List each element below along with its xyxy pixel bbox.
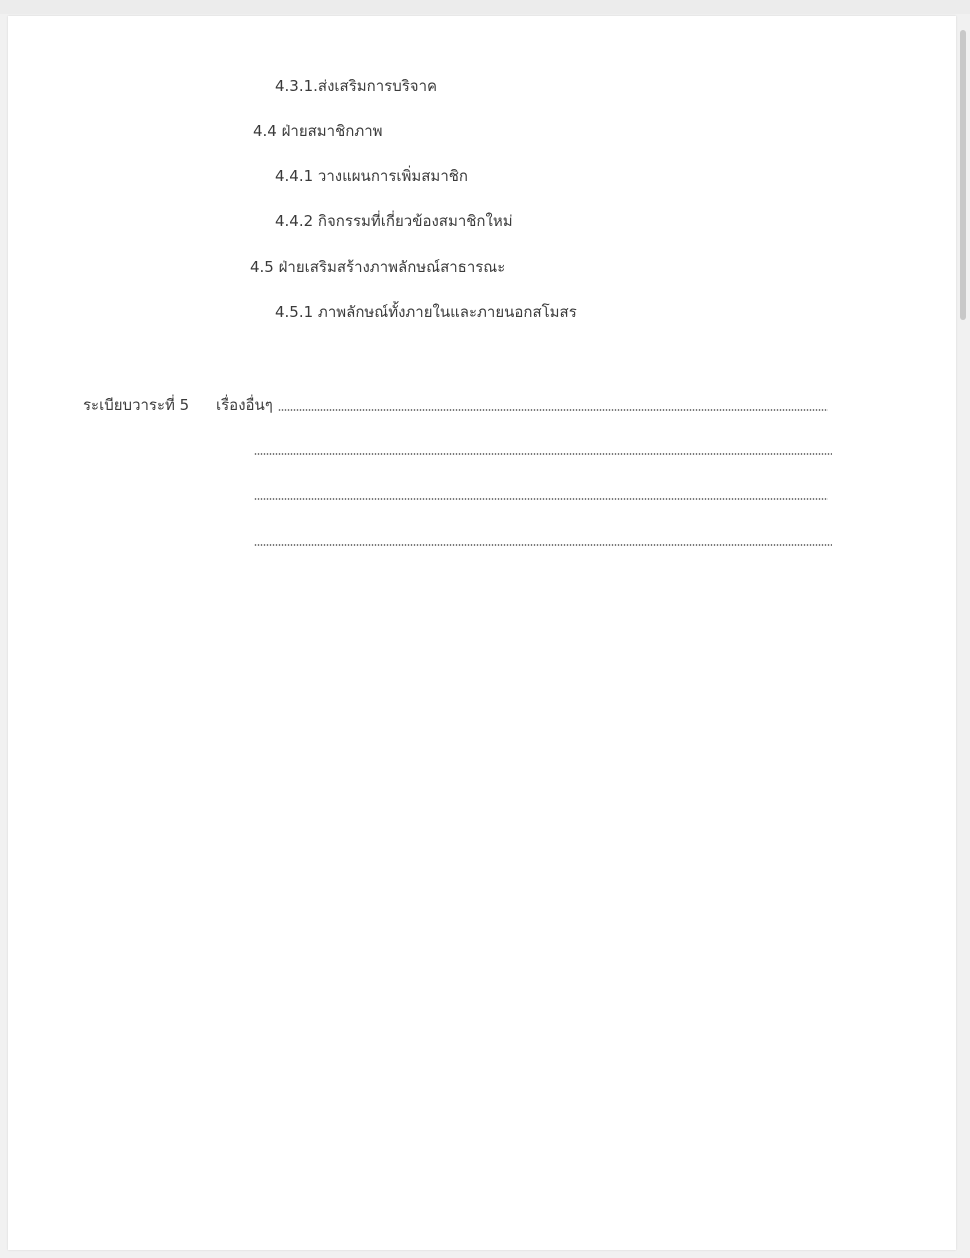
agenda-5-label: ระเบียบวาระที่ 5 — [83, 396, 190, 414]
fill-in-dotted-line — [254, 498, 828, 500]
vertical-scrollbar[interactable] — [956, 0, 970, 1258]
fill-in-dotted-line — [278, 409, 828, 411]
outline-item-4-5: 4.5 ฝ่ายเสริมสร้างภาพลักษณ์สาธารณะ — [250, 258, 506, 276]
viewer-top-bar — [0, 0, 970, 14]
scrollbar-thumb[interactable] — [960, 30, 966, 320]
document-page — [8, 16, 956, 1250]
fill-in-dotted-line — [254, 544, 832, 546]
outline-item-4-4: 4.4 ฝ่ายสมาชิกภาพ — [253, 122, 383, 140]
outline-item-4-4-2: 4.4.2 กิจกรรมที่เกี่ยวข้องสมาชิกใหม่ — [275, 212, 513, 230]
fill-in-dotted-line — [254, 453, 832, 455]
agenda-5-title: เรื่องอื่นๆ — [216, 396, 273, 414]
outline-item-4-4-1: 4.4.1 วางแผนการเพิ่มสมาชิก — [275, 167, 469, 185]
outline-item-4-5-1: 4.5.1 ภาพลักษณ์ทั้งภายในและภายนอกสโมสร — [275, 303, 577, 321]
outline-item-4-3-1: 4.3.1.ส่งเสริมการบริจาค — [275, 77, 438, 95]
